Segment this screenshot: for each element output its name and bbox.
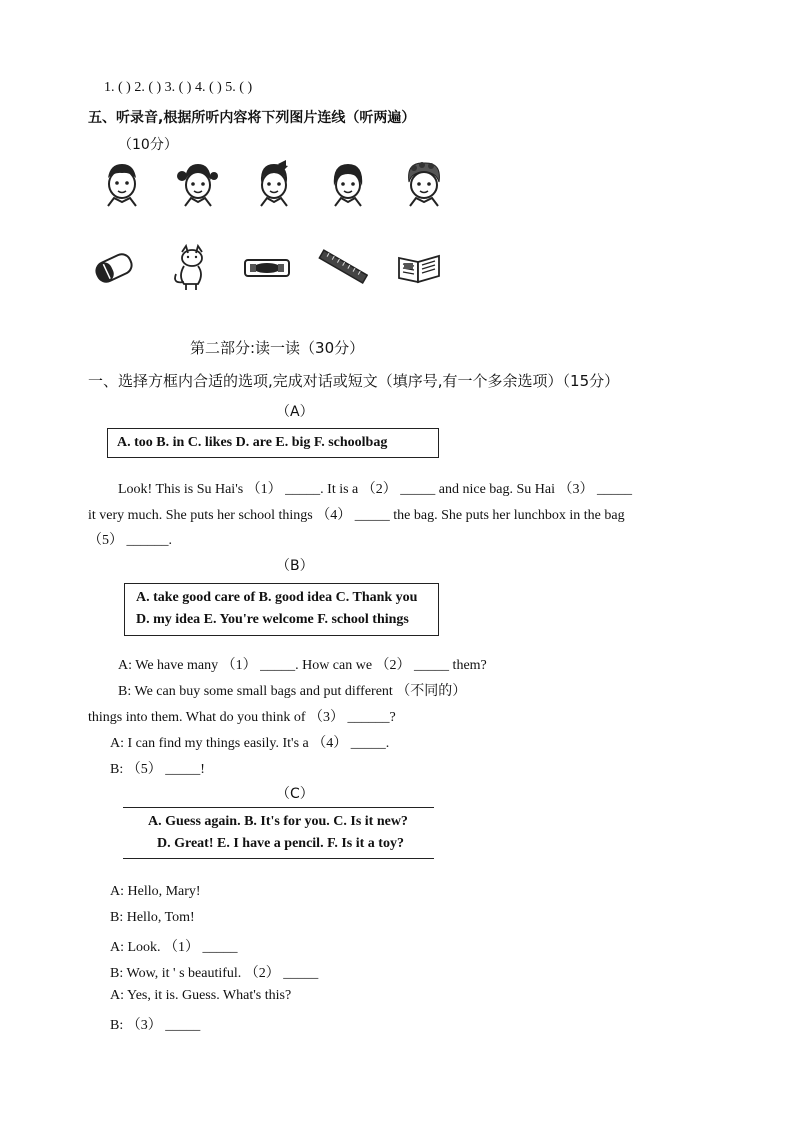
- part2-title: 第二部分:读一读（30分）: [190, 339, 365, 357]
- cat-toy-icon: [168, 244, 212, 292]
- dialog-b-line4: A: I can find my things easily. It's a （4） _____.: [110, 736, 390, 751]
- label-c: （C）: [276, 786, 314, 802]
- dialog-c-line5: A: Yes, it is. Guess. What's this?: [110, 988, 292, 1003]
- dialog-c-line6: B: （3） _____: [110, 1018, 201, 1033]
- pencil-case-icon: [242, 254, 292, 282]
- ruler-icon: [318, 248, 368, 286]
- passage-a-line1: Look! This is Su Hai's （1） _____. It is a （2） _____ and nice bag. Su Hai （3） _____: [118, 482, 633, 497]
- answer-row: 1. ( ) 2. ( ) 3. ( ) 4. ( ) 5. ( ): [104, 80, 253, 95]
- dialog-c-line1: A: Hello, Mary!: [110, 884, 201, 899]
- dialog-b-line1: A: We have many （1） _____. How can we （2） _____ them?: [118, 658, 487, 673]
- label-a: （A）: [276, 404, 314, 420]
- passage-a-line2: it very much. She puts her school things （4） _____ the bag. She puts her lunchbox in the bag: [88, 508, 625, 523]
- dialog-c-line4: B: Wow, it ' s beautiful. （2） _____: [110, 966, 319, 981]
- dialog-b-line5: B: （5） _____!: [110, 762, 205, 777]
- section1-title: 一、选择方框内合适的选项,完成对话或短文（填序号,有一个多余选项）（15分）: [88, 372, 620, 390]
- dialog-c-line2: B: Hello, Tom!: [110, 910, 195, 925]
- options-c-bottom-rule: [123, 858, 434, 859]
- dialog-c-line3: A: Look. （1） _____: [110, 940, 238, 955]
- girl-short-hair-face-icon: [326, 160, 370, 208]
- boy-face-icon: [100, 160, 144, 208]
- eraser-icon: [92, 248, 136, 288]
- section5-title: 五、听录音,根据所听内容将下列图片连线（听两遍）: [88, 110, 416, 126]
- passage-a-line3: （5） ______.: [88, 533, 172, 548]
- options-box-b: [124, 583, 439, 636]
- options-a: A. too B. in C. likes D. are E. big F. schoolbag: [117, 435, 388, 450]
- book-icon: [396, 250, 442, 286]
- options-box-a: [107, 428, 439, 458]
- boy-curly-face-icon: [402, 160, 446, 208]
- dialog-b-line2: B: We can buy some small bags and put different （不同的）: [118, 684, 467, 699]
- section5-score: （10分）: [118, 137, 178, 153]
- options-b-row2: D. my idea E. You're welcome F. school things: [136, 612, 409, 627]
- options-c-top-rule: [123, 807, 434, 808]
- options-b-row1: A. take good care of B. good idea C. Thank you: [136, 590, 418, 605]
- label-b: （B）: [276, 558, 314, 574]
- dialog-b-line3: things into them. What do you think of （3） ______?: [88, 710, 396, 725]
- options-c-row1: A. Guess again. B. It's for you. C. Is it new?: [148, 814, 408, 829]
- options-c-row2: D. Great! E. I have a pencil. F. Is it a toy?: [157, 836, 404, 851]
- girl-pigtails-face-icon: [176, 160, 220, 208]
- girl-bow-face-icon: [252, 160, 296, 208]
